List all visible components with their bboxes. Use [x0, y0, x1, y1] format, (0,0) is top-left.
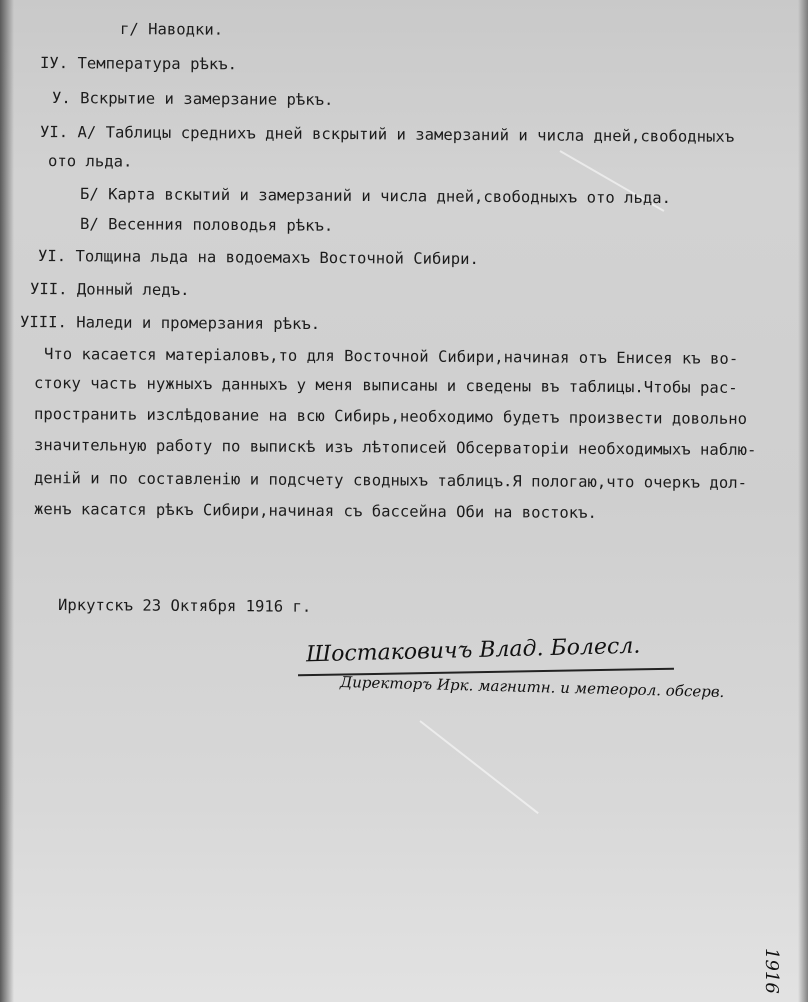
paragraph-line-1: Что касается матеріаловъ,то для Восточной Сибири,начиная отъ Енисея къ во- [43, 345, 739, 368]
paragraph-line-2: стоку часть нужныхъ данныхъ у меня выписаны и сведены въ таблицы.Чтобы рас- [33, 374, 738, 397]
archive-page-stamp: 1916 [761, 948, 782, 994]
paragraph-line-6: женъ касатся рѣкъ Сибири,начиная съ бассейна Оби на востокъ. [33, 500, 597, 522]
section-6-ice-thickness: УI. Толщина льда на водоемахъ Восточной Сибири. [37, 247, 480, 269]
section-6c-spring-floods: В/ Весенния половодья рѣкъ. [79, 215, 334, 235]
section-6a-tables-cont: ото льда. [47, 152, 133, 171]
paragraph-line-4: значительную работу по выпискѣ изъ лѣтописей Обсерваторіи необходимыхъ наблю- [33, 436, 757, 460]
paper-crease [419, 720, 538, 814]
signature-title: Директоръ Ирк. магнитн. и метеорол. обсерв. [339, 672, 725, 702]
section-6a-tables: УI. А/ Таблицы среднихъ дней вскрытий и замерзаний и числа дней,свободныхъ [39, 123, 735, 146]
section-4-river-temperature: IУ. Температура рѣкъ. [39, 54, 238, 74]
paragraph-line-5: деній и по составленію и подсчету сводныхъ таблицъ.Я пологаю,что очеркъ дол- [33, 469, 748, 492]
paragraph-line-3: пространить изслѣдование на всю Сибирь,необходимо будетъ произвести довольно [33, 405, 748, 428]
section-6b-map: Б/ Карта вскытий и замерзаний и числа дней,свободныхъ ото льда. [79, 185, 672, 208]
section-g-floods: г/ Наводки. [119, 20, 224, 39]
section-8-icings: УIII. Наледи и промерзания рѣкъ. [19, 313, 321, 334]
place-and-date: Иркутскъ 23 Октября 1916 г. [57, 596, 312, 616]
signature-name: Шостаковичъ Влад. Болесл. [305, 633, 641, 668]
section-5-breakup-freezeup: У. Вскрытие и замерзание рѣкъ. [51, 89, 334, 109]
section-7-anchor-ice: УII. Донный ледъ. [29, 280, 190, 300]
